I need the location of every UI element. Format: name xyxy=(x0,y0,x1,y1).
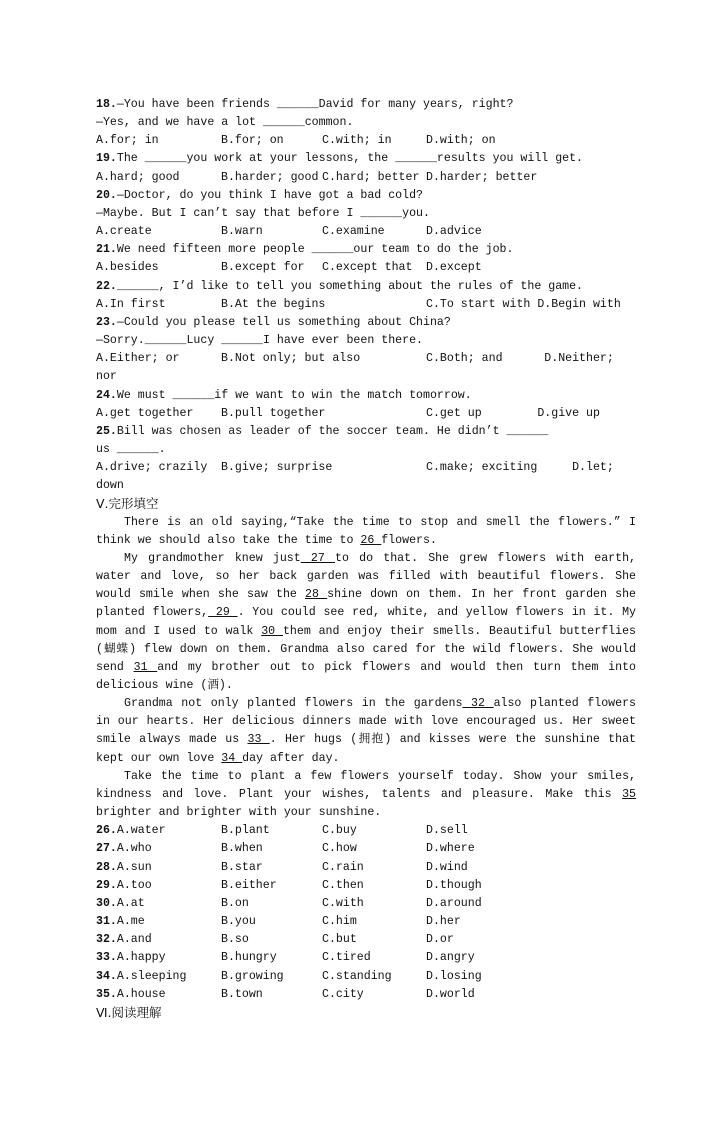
blank-32: 32 xyxy=(462,697,494,711)
passage-text: Take the time to plant a few flowers yourself today. Show your smiles, kindness and love. Plant your wishes, talents and pleasure. Make this xyxy=(96,769,636,801)
option-group xyxy=(96,931,221,949)
question-text: —You have been friends ______David for many years, right? xyxy=(116,98,514,111)
option-group xyxy=(96,840,221,858)
option-text: C.To start with D.Begin with xyxy=(426,297,621,311)
passage-text: brighter and brighter with your sunshine. xyxy=(96,806,382,820)
option-text: B.warn xyxy=(221,225,263,239)
cloze-option-row xyxy=(96,840,636,858)
question-text: —Maybe. But I can’t say that before I ______you. xyxy=(96,206,430,220)
option-text: A.happy xyxy=(116,951,166,965)
option-text: D.except xyxy=(426,261,482,275)
option-row xyxy=(96,405,636,423)
option-text: C.with xyxy=(322,896,364,910)
question-number: 24. xyxy=(96,388,117,402)
option-text: B.town xyxy=(221,987,263,1001)
question-line xyxy=(96,423,636,441)
question-number: 18. xyxy=(96,98,117,111)
option-text: A.me xyxy=(116,915,145,929)
passage-text: . Her hugs (拥抱) and kisses were the sunshine that kept our own love xyxy=(96,733,637,765)
option-text: B.star xyxy=(221,860,263,874)
blank-35: 35 xyxy=(622,787,636,801)
question-text: down xyxy=(96,479,124,493)
option-text: A.drive; crazily xyxy=(96,461,208,475)
option-text: B.when xyxy=(221,842,263,856)
multiple-choice-section xyxy=(96,96,636,495)
passage-text: flowers. xyxy=(381,533,437,547)
option-text: A.get together xyxy=(96,406,194,420)
question-line xyxy=(96,150,636,168)
blank-26: 26 xyxy=(360,533,382,547)
option-text: C.with; in xyxy=(322,134,392,148)
option-text: B.pull together xyxy=(221,406,326,420)
cloze-option-row xyxy=(96,895,636,913)
question-text: Bill was chosen as leader of the soccer team. He didn’t ______ xyxy=(116,424,549,438)
option-text: A.sun xyxy=(116,860,152,874)
blank-28: 28 xyxy=(305,588,328,602)
question-line xyxy=(96,278,636,296)
option-group xyxy=(96,859,221,877)
option-row xyxy=(96,350,636,368)
cloze-passage xyxy=(96,514,636,823)
blank-33: 33 xyxy=(247,733,270,747)
option-text xyxy=(322,350,426,368)
option-text: C.buy xyxy=(322,824,357,838)
option-text: B.except for xyxy=(221,261,305,275)
option-row xyxy=(96,223,636,241)
blank-29: 29 xyxy=(208,606,238,620)
option-text: A.create xyxy=(96,225,152,239)
question-line xyxy=(96,332,636,350)
option-text: D.sell xyxy=(426,824,468,838)
option-text: D.world xyxy=(426,987,475,1001)
passage-text: Grandma not only planted flowers in the gardens xyxy=(124,697,463,711)
option-row xyxy=(96,132,636,150)
option-text: B.you xyxy=(221,915,256,929)
option-text: B.for; on xyxy=(221,134,284,148)
question-line xyxy=(96,314,636,332)
question-text: us ______. xyxy=(96,442,166,456)
passage-text: My grandmother knew just xyxy=(124,551,301,565)
question-text: nor xyxy=(96,370,117,384)
option-group xyxy=(96,968,221,986)
cloze-option-row xyxy=(96,968,636,986)
question-number: 35. xyxy=(96,987,117,1001)
cloze-option-row xyxy=(96,931,636,949)
question-text: —Sorry.______Lucy ______I have ever been there. xyxy=(96,334,423,348)
cloze-option-row xyxy=(96,859,636,877)
option-text: B.Not only; but also xyxy=(221,352,361,366)
question-number: 30. xyxy=(96,896,117,910)
question-text: We must ______if we want to win the match tomorrow. xyxy=(116,388,472,402)
passage-text: shine down on them. In her front garden she planted flowers, xyxy=(96,588,637,620)
option-text: D.with; on xyxy=(426,134,496,148)
cloze-option-row xyxy=(96,822,636,840)
question-number: 22. xyxy=(96,279,117,293)
option-row xyxy=(96,259,636,277)
question-text: —Could you please tell us something about China? xyxy=(116,315,451,329)
question-line xyxy=(96,477,636,495)
passage-text: them and enjoy their smells. Beautiful butterflies (蝴蝶) flew down on them. Grandma also cared for the wild flowers. She would send xyxy=(96,624,637,674)
question-number: 19. xyxy=(96,152,117,166)
option-row xyxy=(96,459,636,477)
question-line xyxy=(96,205,636,223)
option-text: A.house xyxy=(116,987,166,1001)
cloze-options xyxy=(96,822,636,1004)
option-row xyxy=(96,296,636,314)
option-text: A.too xyxy=(116,878,152,892)
blank-34: 34 xyxy=(221,751,243,765)
option-text: B.At the begins xyxy=(221,297,326,311)
question-number: 34. xyxy=(96,969,117,983)
option-text: D.advice xyxy=(426,225,482,239)
option-text: B.either xyxy=(221,878,277,892)
question-text: —Doctor, do you think I have got a bad cold? xyxy=(116,188,423,202)
option-text: A.and xyxy=(116,933,152,947)
question-line xyxy=(96,241,636,259)
option-text: C.examine xyxy=(322,225,385,239)
option-text: A.water xyxy=(116,824,166,838)
question-number: 31. xyxy=(96,915,117,929)
option-group xyxy=(96,913,221,931)
question-line xyxy=(96,114,636,132)
worksheet-page xyxy=(96,96,636,1022)
option-text: C.city xyxy=(322,987,364,1001)
passage-text: There is an old saying,“Take the time to stop and smell the flowers.” I think we should also take the time to xyxy=(96,515,636,547)
cloze-option-row xyxy=(96,949,636,967)
option-text: B.hungry xyxy=(221,951,277,965)
option-text: D.harder; better xyxy=(426,170,538,184)
option-text: D.losing xyxy=(426,969,482,983)
option-text: D.her xyxy=(426,915,461,929)
question-text: We need fifteen more people ______our team to do the job. xyxy=(116,243,514,257)
cloze-paragraph xyxy=(96,550,636,695)
section-title-cloze: Ⅴ.完形填空 xyxy=(96,496,159,512)
section-title-reading: Ⅵ.阅读理解 xyxy=(96,1004,162,1020)
option-text: C.except that xyxy=(322,261,413,275)
option-text: C.how xyxy=(322,842,357,856)
question-line xyxy=(96,187,636,205)
cloze-paragraph xyxy=(96,768,636,822)
question-line xyxy=(96,368,636,386)
option-text: C.rain xyxy=(322,860,364,874)
question-text: ______, I’d like to tell you something about the rules of the game. xyxy=(116,279,584,293)
option-text: D.around xyxy=(426,896,482,910)
blank-27: 27 xyxy=(300,551,336,565)
question-number: 28. xyxy=(96,860,117,874)
option-group xyxy=(96,986,221,1004)
option-text: B.growing xyxy=(221,969,284,983)
option-text: D.though xyxy=(426,878,482,892)
option-text: B.give; surprise xyxy=(221,461,333,475)
cloze-paragraph xyxy=(96,514,636,550)
question-line xyxy=(96,387,636,405)
cloze-option-row xyxy=(96,877,636,895)
option-text: A.at xyxy=(116,896,145,910)
option-text: D.where xyxy=(426,842,475,856)
option-text xyxy=(322,405,426,423)
question-line xyxy=(96,441,636,459)
option-text: A.besides xyxy=(96,261,159,275)
passage-text: to do that. She grew flowers with earth, water and love, so her back garden was filled with beautiful flowers. She would smile when she saw the xyxy=(96,551,636,602)
option-text: C.him xyxy=(322,915,357,929)
option-text xyxy=(322,459,426,477)
option-text: A.for; in xyxy=(96,134,159,148)
option-text: D.angry xyxy=(426,951,475,965)
question-number: 26. xyxy=(96,824,117,838)
cloze-paragraph xyxy=(96,695,636,768)
question-number: 27. xyxy=(96,842,117,856)
question-text: —Yes, and we have a lot ______common. xyxy=(96,116,354,130)
question-number: 29. xyxy=(96,878,117,892)
option-text: C.standing xyxy=(322,969,392,983)
option-text: A.In first xyxy=(96,297,166,311)
question-text: The ______you work at your lessons, the ______results you will get. xyxy=(116,152,584,166)
question-number: 20. xyxy=(96,188,117,202)
blank-31: 31 xyxy=(133,660,158,674)
option-group xyxy=(96,877,221,895)
passage-text: and my brother out to pick flowers and would then turn them into delicious wine (酒). xyxy=(96,660,636,692)
option-row xyxy=(96,169,636,187)
option-text: C.hard; better xyxy=(322,170,420,184)
option-text xyxy=(322,296,426,314)
option-text: B.so xyxy=(221,933,249,947)
cloze-option-row xyxy=(96,913,636,931)
option-text: C.make; exciting D.let; xyxy=(426,461,614,475)
question-number: 21. xyxy=(96,243,117,257)
option-text: C.Both; and D.Neither; xyxy=(426,352,614,366)
question-number: 23. xyxy=(96,315,117,329)
option-text: C.then xyxy=(322,878,364,892)
blank-30: 30 xyxy=(261,624,283,638)
option-text: B.plant xyxy=(221,824,270,838)
option-text: C.get up D.give up xyxy=(426,406,600,420)
question-number: 32. xyxy=(96,933,117,947)
option-group xyxy=(96,895,221,913)
cloze-option-row xyxy=(96,986,636,1004)
passage-text: also planted flowers in our hearts. Her delicious dinners made with love encouraged us. Her sweet smile always made us xyxy=(96,697,636,747)
question-number: 33. xyxy=(96,951,117,965)
option-text: A.Either; or xyxy=(96,352,180,366)
option-text: A.hard; good xyxy=(96,170,180,184)
option-text: B.on xyxy=(221,896,249,910)
question-line xyxy=(96,96,636,114)
option-text: D.wind xyxy=(426,860,468,874)
option-text: C.tired xyxy=(322,951,371,965)
passage-text: day after day. xyxy=(242,751,340,765)
passage-text: . You could see red, white, and yellow flowers in it. My mom and I used to walk xyxy=(96,606,636,638)
option-text: A.who xyxy=(116,842,152,856)
option-text: D.or xyxy=(426,933,454,947)
option-text: C.but xyxy=(322,933,357,947)
option-group xyxy=(96,822,221,840)
option-text: A.sleeping xyxy=(116,969,187,983)
question-number: 25. xyxy=(96,424,117,438)
option-group xyxy=(96,949,221,967)
option-text: B.harder; good xyxy=(221,170,319,184)
